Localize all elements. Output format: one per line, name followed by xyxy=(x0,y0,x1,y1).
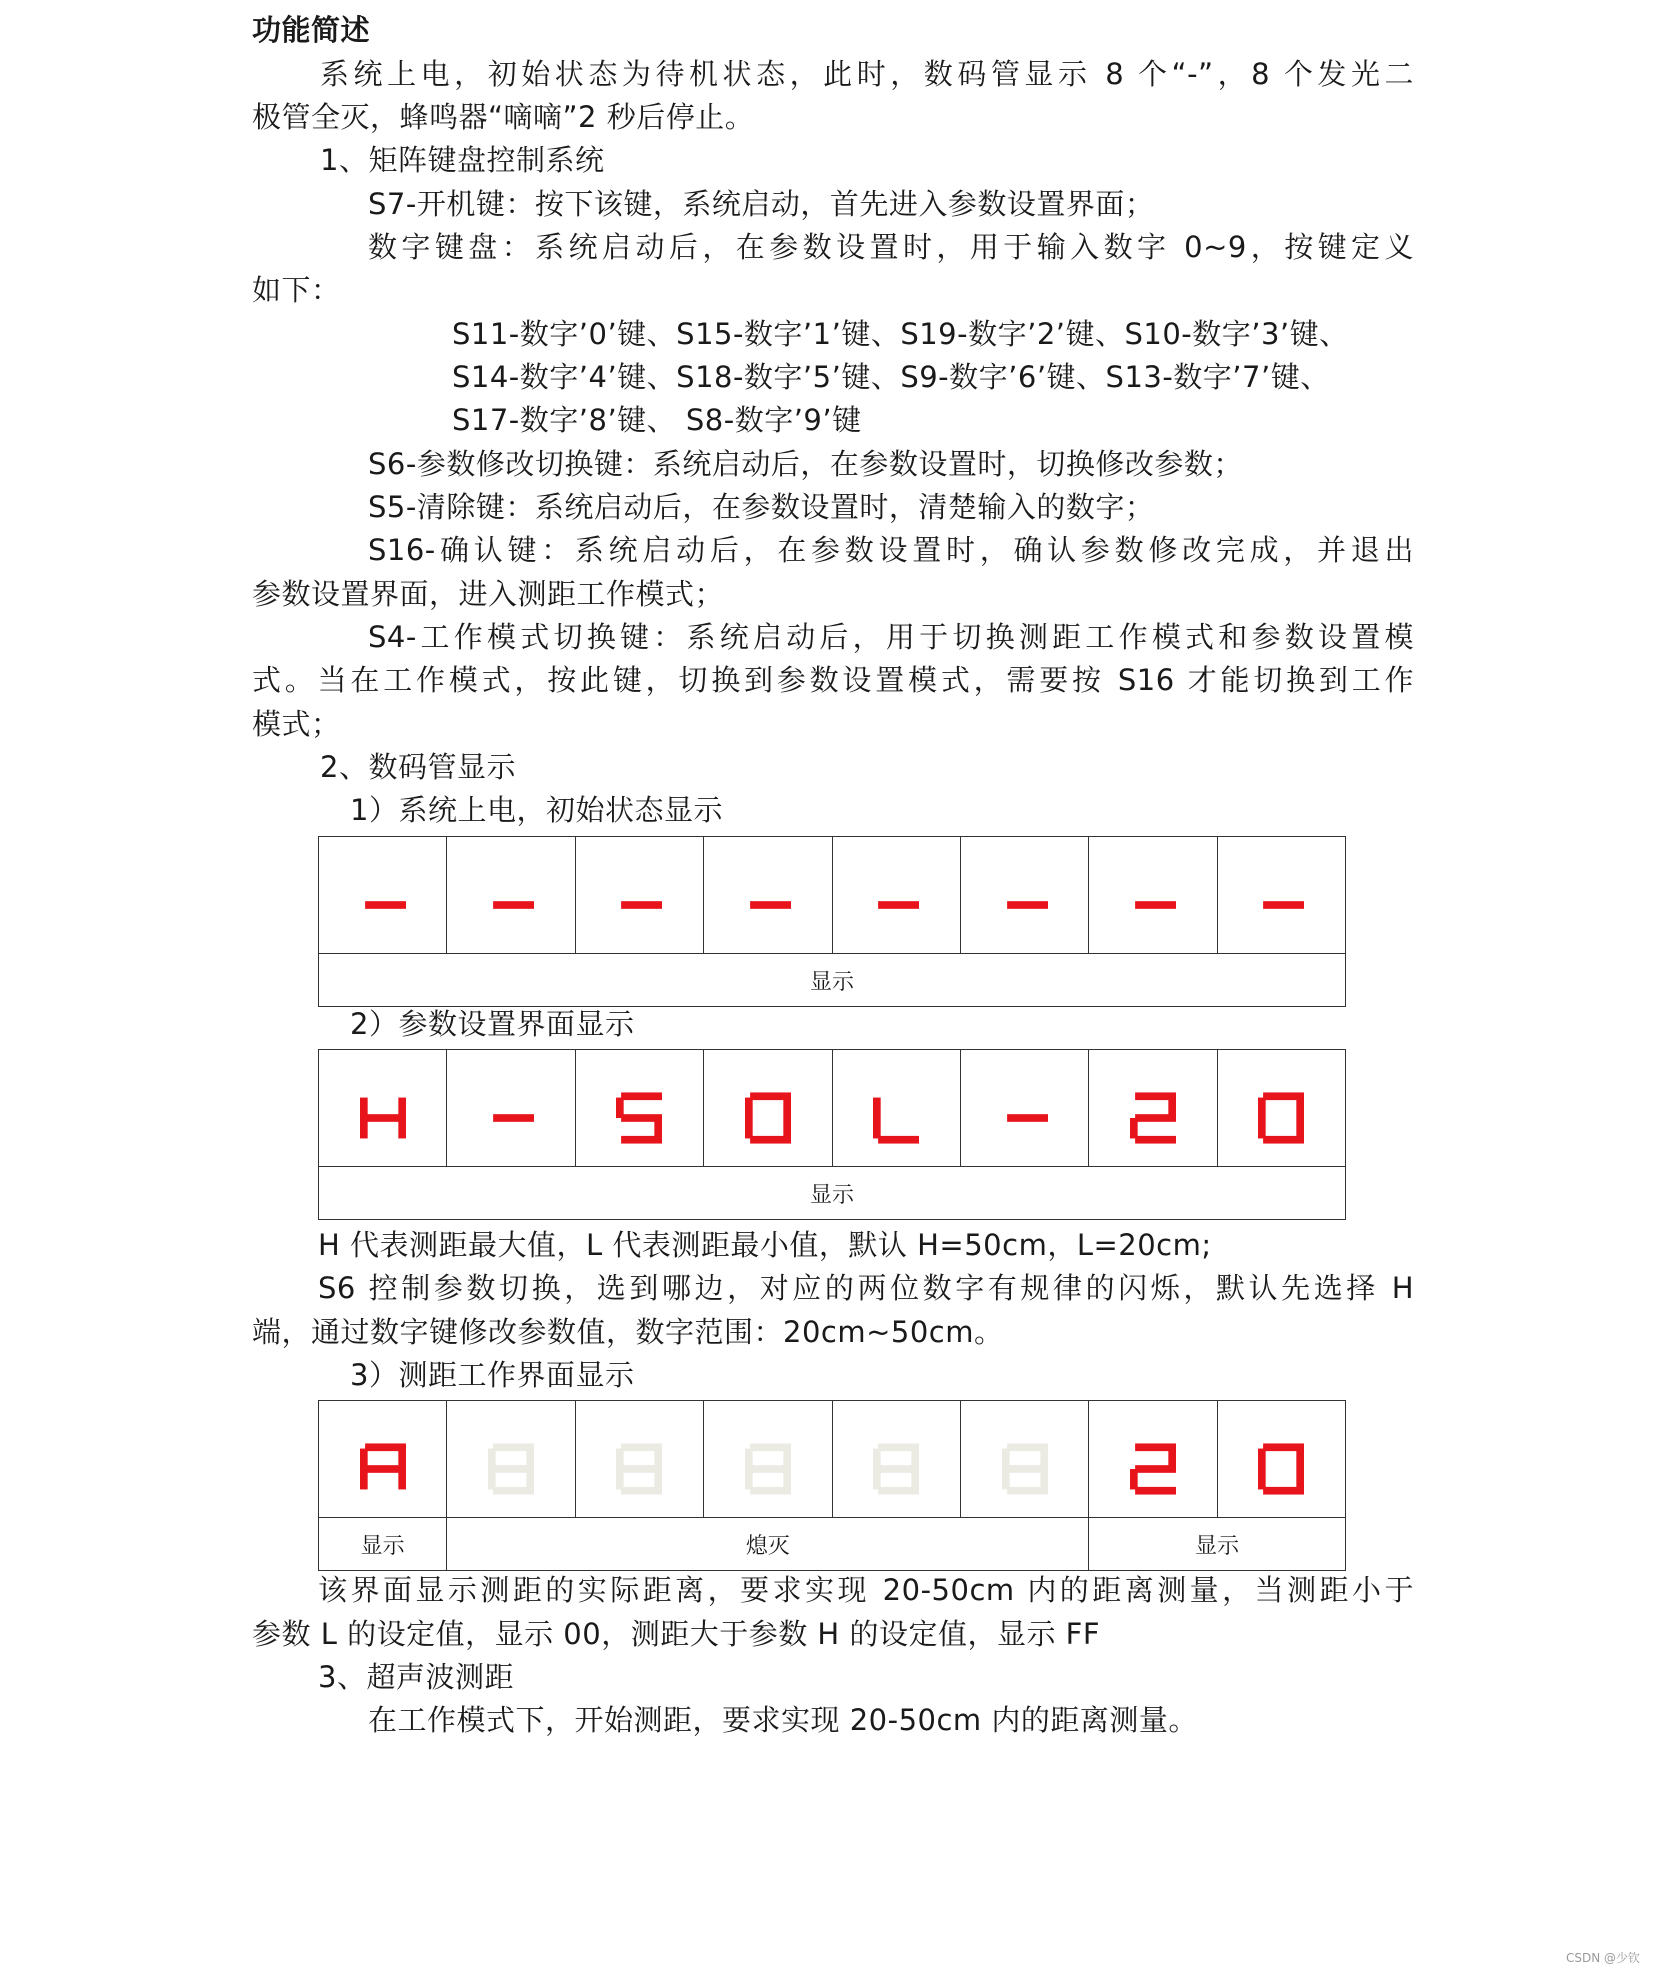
subsection-3-title: 3）测距工作界面显示 xyxy=(350,1358,635,1392)
segment-d xyxy=(1135,1487,1176,1495)
display-table-initial xyxy=(318,836,1346,1007)
digit-cell xyxy=(575,1050,703,1167)
segment-d xyxy=(878,1136,919,1144)
section-2-title: 2、数码管显示 xyxy=(320,750,516,784)
digit-row xyxy=(319,1401,1346,1518)
subsection-2-title: 2）参数设置界面显示 xyxy=(350,1007,635,1041)
segment-d xyxy=(750,1487,791,1495)
note-s6-2: 端，通过数字键修改参数值，数字范围：20cm~50cm。 xyxy=(252,1315,1004,1349)
segment-g xyxy=(1135,901,1176,909)
segment-e xyxy=(1258,1469,1266,1489)
key-map-line-1: S11-数字’0’键、S15-数字’1’键、S19-数字’2’键、S10-数字’3’键、 xyxy=(452,317,1349,351)
digit-cell xyxy=(575,1401,703,1518)
digit-cell xyxy=(1217,837,1345,954)
digit-cell xyxy=(960,1401,1088,1518)
seven-seg-digit xyxy=(488,1443,534,1495)
segment-b xyxy=(1297,1449,1305,1469)
digit-row xyxy=(319,837,1346,954)
seven-seg-digit xyxy=(1258,1443,1304,1495)
segment-a xyxy=(622,1092,663,1100)
digit-cell xyxy=(447,1401,575,1518)
seven-seg-digit xyxy=(873,1443,919,1495)
digit-cell xyxy=(832,837,960,954)
digit-row xyxy=(319,1050,1346,1167)
seven-seg-digit xyxy=(360,1443,406,1495)
segment-g xyxy=(493,901,534,909)
digit-cell xyxy=(447,1050,575,1167)
segment-f xyxy=(873,1098,881,1118)
segment-g xyxy=(1007,1465,1048,1473)
digit-cell xyxy=(1217,1401,1345,1518)
seven-seg-digit xyxy=(873,879,919,931)
note-working-1: 该界面显示测距的实际距离，要求实现 20-50cm 内的距离测量，当测距小于 xyxy=(318,1573,1414,1607)
digit-cell xyxy=(1089,1401,1217,1518)
digit-cell xyxy=(832,1401,960,1518)
segment-g xyxy=(493,1465,534,1473)
segment-g xyxy=(493,1114,534,1122)
digit-cell xyxy=(319,1401,447,1518)
segment-e xyxy=(1258,1118,1266,1138)
seven-seg-digit xyxy=(488,1092,534,1144)
digit-cell xyxy=(1089,1050,1217,1167)
segment-d xyxy=(878,1487,919,1495)
seven-seg-digit xyxy=(616,1092,662,1144)
segment-d xyxy=(493,1487,534,1495)
seven-seg-digit xyxy=(1130,879,1176,931)
digit-cell xyxy=(704,1050,832,1167)
segment-c xyxy=(655,1118,663,1138)
display-caption-middle: 熄灭 xyxy=(447,1518,1089,1571)
seven-seg-digit xyxy=(616,879,662,931)
seven-seg-digit xyxy=(1258,879,1304,931)
segment-g xyxy=(1007,901,1048,909)
digit-cell xyxy=(960,837,1088,954)
s4-desc-2: 式。当在工作模式，按此键，切换到参数设置模式，需要按 S16 才能切换到工作 xyxy=(252,663,1414,697)
segment-e xyxy=(745,1118,753,1138)
segment-g xyxy=(1263,901,1304,909)
intro-line-2: 极管全灭，蜂鸣器“嘀嘀”2 秒后停止。 xyxy=(252,100,755,134)
segment-g xyxy=(622,901,663,909)
segment-d xyxy=(1263,1487,1304,1495)
segment-d xyxy=(750,1136,791,1144)
segment-g xyxy=(365,1114,406,1122)
seven-seg-digit xyxy=(745,1443,791,1495)
seven-seg-digit xyxy=(1258,1092,1304,1144)
seven-seg-digit xyxy=(1130,1092,1176,1144)
segment-g xyxy=(622,1465,663,1473)
segment-e xyxy=(873,1118,881,1138)
segment-g xyxy=(750,1465,791,1473)
segment-g xyxy=(878,1465,919,1473)
segment-g xyxy=(365,901,406,909)
segment-d xyxy=(1007,1487,1048,1495)
seven-seg-digit xyxy=(360,1092,406,1144)
segment-g xyxy=(365,1465,406,1473)
digit-cell xyxy=(832,1050,960,1167)
section-1-title: 1、矩阵键盘控制系统 xyxy=(320,143,605,177)
seven-seg-digit xyxy=(1002,879,1048,931)
segment-d xyxy=(622,1136,663,1144)
display-caption: 显示 xyxy=(319,954,1346,1007)
heading: 功能简述 xyxy=(252,13,371,47)
key-map-line-2: S14-数字’4’键、S18-数字’5’键、S9-数字’6’键、S13-数字’7’键、 xyxy=(452,360,1330,394)
key-map-line-3: S17-数字’8’键、 S8-数字’9’键 xyxy=(452,403,862,437)
segment-d xyxy=(1135,1136,1176,1144)
segment-c xyxy=(1297,1469,1305,1489)
segment-f xyxy=(745,1098,753,1118)
digit-cell xyxy=(447,837,575,954)
s7-desc: S7-开机键：按下该键，系统启动，首先进入参数设置界面； xyxy=(368,187,1155,221)
s6-desc: S6-参数修改切换键：系统启动后，在参数设置时，切换修改参数； xyxy=(368,447,1243,481)
display-caption: 显示 xyxy=(319,1167,1346,1220)
segment-g xyxy=(1135,1114,1176,1122)
segment-c xyxy=(1297,1118,1305,1138)
subsection-1-title: 1）系统上电，初始状态显示 xyxy=(350,793,723,827)
seven-seg-digit xyxy=(1130,1443,1176,1495)
segment-e xyxy=(1130,1118,1138,1138)
digit-cell xyxy=(319,837,447,954)
digit-cell xyxy=(319,1050,447,1167)
segment-c xyxy=(783,1118,791,1138)
seven-seg-digit xyxy=(873,1092,919,1144)
s16-desc-1: S16-确认键：系统启动后，在参数设置时，确认参数修改完成，并退出 xyxy=(368,533,1414,567)
intro-line-1: 系统上电，初始状态为待机状态，此时，数码管显示 8 个“-”，8 个发光二 xyxy=(320,57,1414,91)
segment-f xyxy=(1258,1449,1266,1469)
seven-seg-digit xyxy=(745,1092,791,1144)
display-caption-left: 显示 xyxy=(319,1518,447,1571)
segment-g xyxy=(750,901,791,909)
seven-seg-digit xyxy=(488,879,534,931)
segment-b xyxy=(783,1098,791,1118)
segment-g xyxy=(1007,1114,1048,1122)
watermark: CSDN @少钦 xyxy=(1565,1951,1640,1965)
s16-desc-2: 参数设置界面，进入测距工作模式； xyxy=(252,577,725,611)
seven-seg-digit xyxy=(745,879,791,931)
segment-d xyxy=(622,1487,663,1495)
segment-d xyxy=(1263,1136,1304,1144)
note-s6-1: S6 控制参数切换，选到哪边，对应的两位数字有规律的闪烁，默认先选择 H xyxy=(318,1271,1414,1305)
segment-e xyxy=(1130,1469,1138,1489)
digit-cell xyxy=(704,1401,832,1518)
note-h-l: H 代表测距最大值，L 代表测距最小值，默认 H=50cm，L=20cm; xyxy=(318,1228,1212,1262)
s4-desc-1: S4-工作模式切换键：系统启动后，用于切换测距工作模式和参数设置模 xyxy=(368,620,1414,654)
seven-seg-digit xyxy=(1002,1092,1048,1144)
keypad-desc-2: 如下： xyxy=(252,273,341,307)
digit-cell xyxy=(704,837,832,954)
display-caption-right: 显示 xyxy=(1089,1518,1346,1571)
segment-f xyxy=(1258,1098,1266,1118)
display-table-working xyxy=(318,1400,1346,1571)
digit-cell xyxy=(575,837,703,954)
section-3-text: 在工作模式下，开始测距，要求实现 20-50cm 内的距离测量。 xyxy=(368,1703,1198,1737)
note-working-2: 参数 L 的设定值，显示 00，测距大于参数 H 的设定值，显示 FF xyxy=(252,1617,1101,1651)
seven-seg-digit xyxy=(616,1443,662,1495)
s5-desc: S5-清除键：系统启动后，在参数设置时，清楚输入的数字； xyxy=(368,490,1155,524)
seven-seg-digit xyxy=(360,879,406,931)
segment-b xyxy=(1297,1098,1305,1118)
keypad-desc-1: 数字键盘：系统启动后，在参数设置时，用于输入数字 0~9，按键定义 xyxy=(368,230,1414,264)
digit-cell xyxy=(1089,837,1217,954)
digit-cell xyxy=(960,1050,1088,1167)
segment-g xyxy=(878,901,919,909)
seven-seg-digit xyxy=(1002,1443,1048,1495)
display-table-settings xyxy=(318,1049,1346,1220)
s4-desc-3: 模式； xyxy=(252,707,341,741)
segment-g xyxy=(1135,1465,1176,1473)
digit-cell xyxy=(1217,1050,1345,1167)
section-3-title: 3、超声波测距 xyxy=(318,1660,514,1694)
